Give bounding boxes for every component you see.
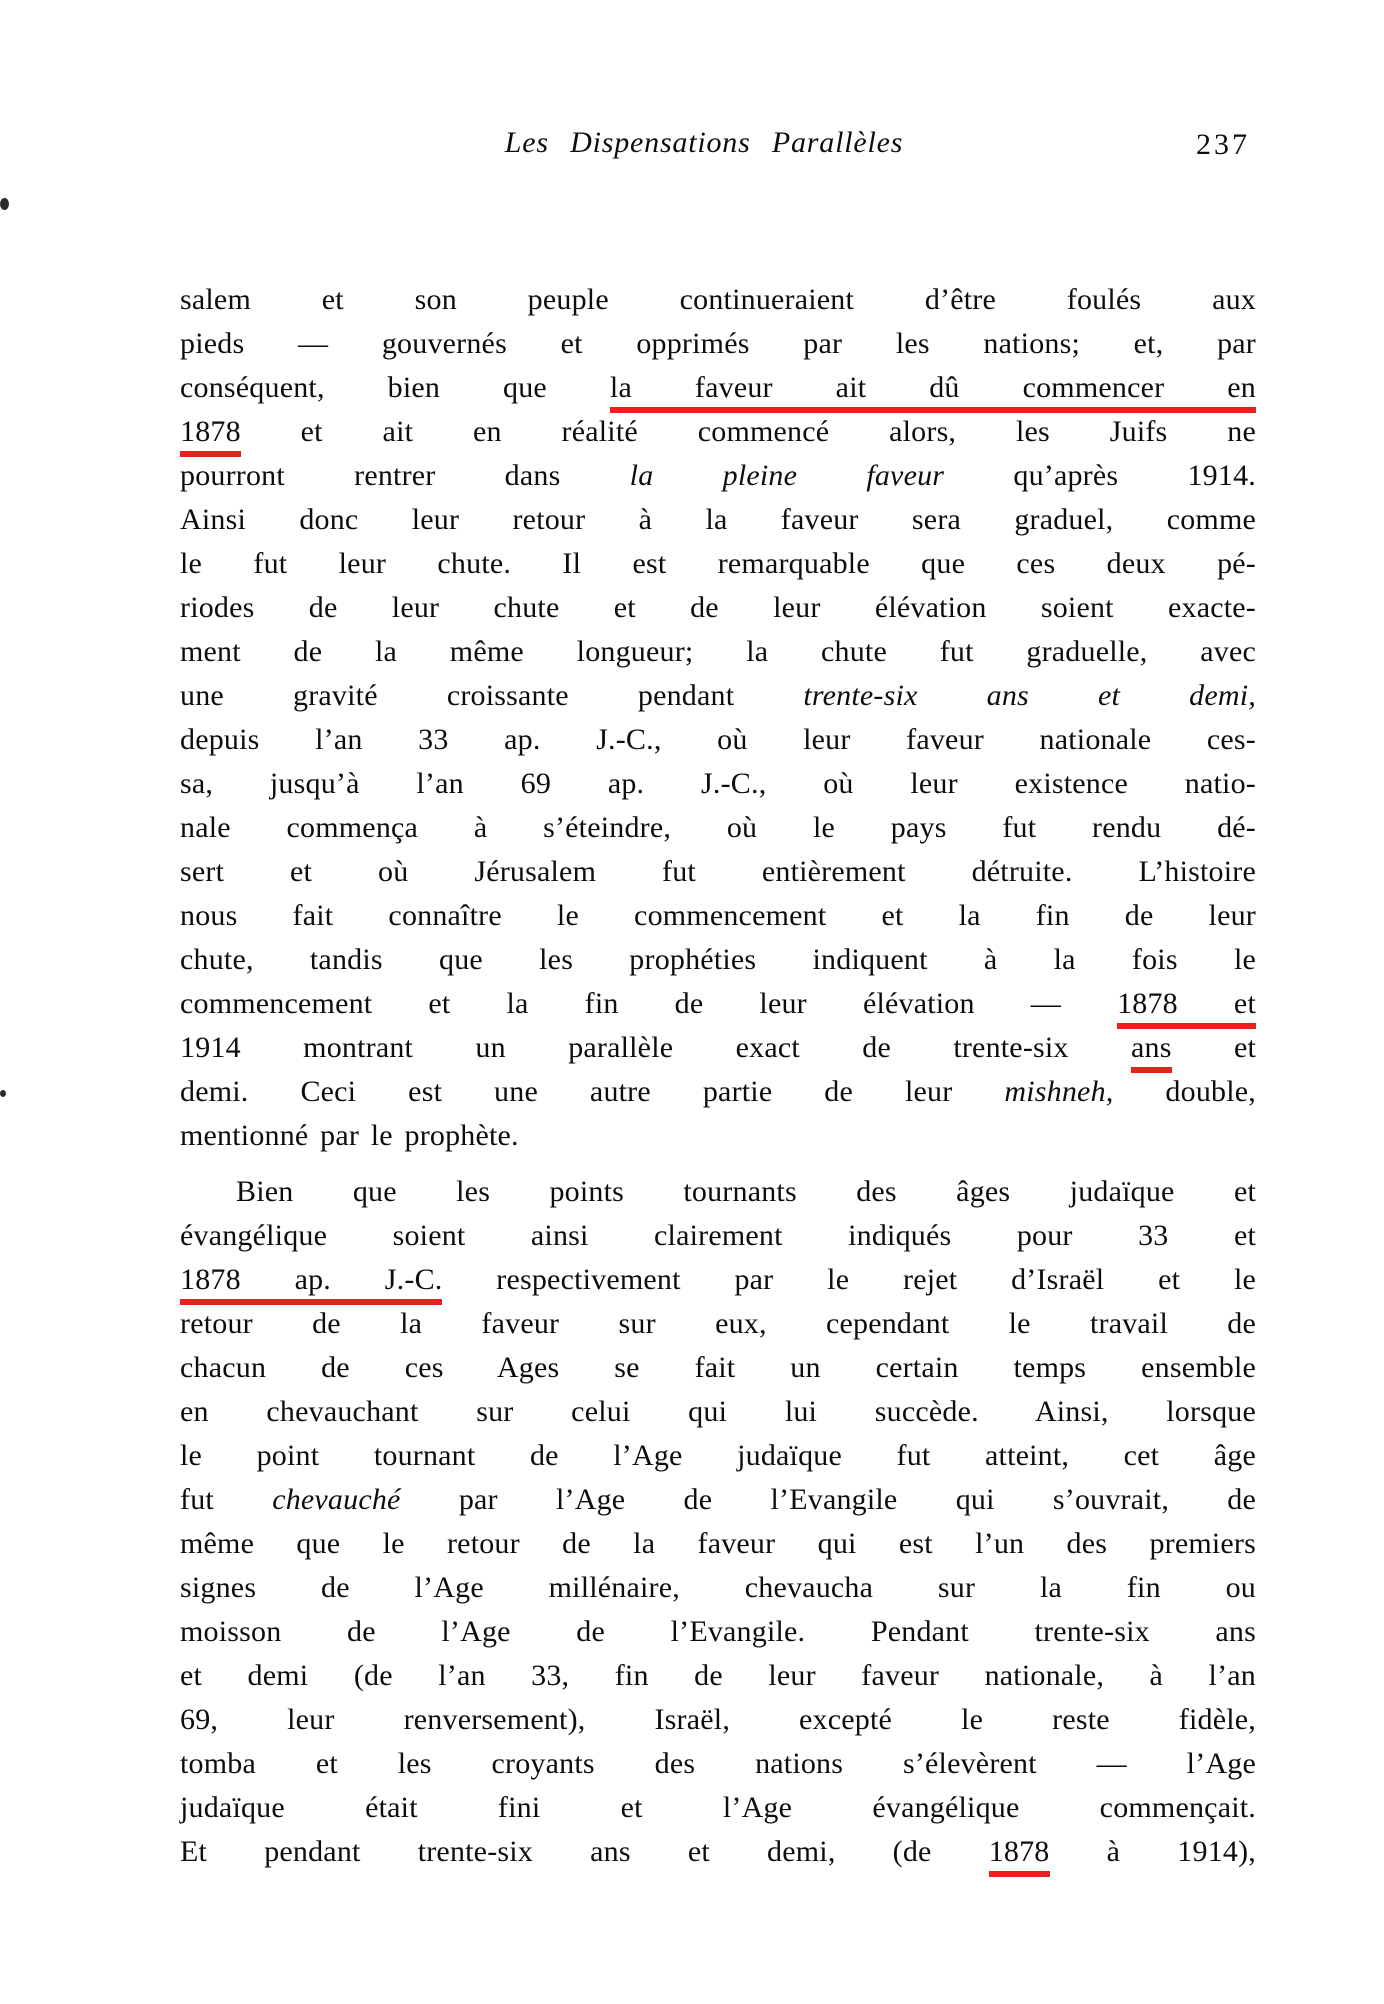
text-line (180, 1654, 1256, 1698)
text-segment: 1914 montrant un parallèle exact de trente-six (180, 1031, 1131, 1064)
text-line (180, 1214, 1256, 1258)
text-segment: à 1914), (1049, 1835, 1256, 1868)
text-segment: chacun de ces Ages se fait un certain temps ensemble (180, 1351, 1256, 1384)
scan-speck (0, 198, 9, 210)
text-segment: riodes de leur chute et de leur élévation soient exacte- (180, 591, 1256, 624)
text-line (180, 1698, 1256, 1742)
text-line (180, 1070, 1256, 1114)
text-segment: salem et son peuple continueraient d’être foulés aux (180, 283, 1256, 316)
text-line (180, 894, 1256, 938)
text-segment: et ait en réalité commencé alors, les Juifs ne (240, 415, 1256, 448)
text-segment: demi. Ceci est une autre partie de leur (180, 1075, 1005, 1108)
text-segment: même que le retour de la faveur qui est l’un des premiers (180, 1527, 1256, 1560)
text-segment: le point tournant de l’Age judaïque fut atteint, cet âge (180, 1439, 1256, 1472)
text-segment: sa, jusqu’à l’an 69 ap. J.-C., où leur existence natio- (180, 767, 1256, 800)
text-line (180, 1830, 1256, 1874)
text-segment: évangélique soient ainsi clairement indiqués pour 33 et (180, 1219, 1256, 1252)
text-segment: nale commença à s’éteindre, où le pays fut rendu dé- (180, 811, 1256, 844)
text-line (180, 1434, 1256, 1478)
text-line (180, 806, 1256, 850)
text-segment: Ainsi donc leur retour à la faveur sera graduel, comme (180, 503, 1256, 536)
text-segment: pieds — gouvernés et opprimés par les nations; et, par (180, 327, 1256, 360)
italic-text: la pleine faveur (629, 459, 945, 492)
text-line (180, 1742, 1256, 1786)
text-line (180, 850, 1256, 894)
text-line (180, 322, 1256, 366)
text-line (180, 410, 1256, 454)
text-segment: ment de la même longueur; la chute fut graduelle, avec (180, 635, 1256, 668)
page-header (180, 126, 1256, 172)
text-segment: chute, tandis que les prophéties indiquent à la fois le (180, 943, 1256, 976)
text-line (180, 1478, 1256, 1522)
text-segment: le fut leur chute. Il est remarquable que ces deux pé- (180, 547, 1256, 580)
text-segment: moisson de l’Age de l’Evangile. Pendant trente-six ans (180, 1615, 1256, 1648)
text-line (180, 498, 1256, 542)
text-line (180, 1346, 1256, 1390)
text-line (180, 938, 1256, 982)
text-segment: en chevauchant sur celui qui lui succède. Ainsi, lorsque (180, 1395, 1256, 1428)
red-underline-annotation: 1878 et (1117, 987, 1256, 1029)
text-segment: conséquent, bien que (180, 371, 610, 404)
text-line (180, 1258, 1256, 1302)
text-line (180, 982, 1256, 1026)
text-line (180, 1026, 1256, 1070)
text-segment: Et pendant trente-six ans et demi, (de (180, 1835, 989, 1868)
text-segment: respectivement par le rejet d’Israël et le (442, 1263, 1256, 1296)
italic-text: mishneh, (1004, 1075, 1114, 1108)
text-line (180, 1786, 1256, 1830)
red-underline-annotation: la faveur ait dû commencer en (610, 371, 1256, 413)
running-title: Les Dispensations Parallèles (504, 126, 904, 159)
text-segment: double, (1113, 1075, 1256, 1108)
text-segment: Bien que les points tournants des âges judaïque et (236, 1175, 1256, 1208)
italic-text: chevauché (272, 1483, 401, 1516)
text-line (180, 762, 1256, 806)
text-line (180, 674, 1256, 718)
text-segment: et demi (de l’an 33, fin de leur faveur nationale, à l’an (180, 1659, 1256, 1692)
italic-text: trente-six ans et demi, (803, 679, 1256, 712)
text-segment: judaïque était fini et l’Age évangélique commençait. (180, 1791, 1256, 1824)
text-line (180, 1610, 1256, 1654)
text-segment: tomba et les croyants des nations s’élevèrent — l’Age (180, 1747, 1256, 1780)
red-underline-annotation: 1878 (180, 415, 241, 457)
text-line (180, 1390, 1256, 1434)
text-line (180, 542, 1256, 586)
text-line (180, 1566, 1256, 1610)
text-segment: 69, leur renversement), Israël, excepté le reste fidèle, (180, 1703, 1256, 1736)
text-line (180, 586, 1256, 630)
red-underline-annotation: 1878 ap. J.-C. (180, 1263, 442, 1305)
text-segment: retour de la faveur sur eux, cependant le travail de (180, 1307, 1256, 1340)
text-line (180, 630, 1256, 674)
scan-speck (0, 1090, 6, 1097)
text-line (180, 366, 1256, 410)
text-line (180, 454, 1256, 498)
text-line (180, 1114, 1256, 1158)
text-segment: fut (180, 1483, 273, 1516)
text-segment: par l’Age de l’Evangile qui s’ouvrait, de (400, 1483, 1256, 1516)
paragraph (180, 278, 1256, 1158)
text-segment: mentionné par le prophète. (180, 1119, 519, 1152)
body-text (180, 278, 1256, 1874)
text-segment: nous fait connaître le commencement et la fin de leur (180, 899, 1256, 932)
text-segment: pourront rentrer dans (180, 459, 630, 492)
text-line (180, 1302, 1256, 1346)
text-line (180, 1170, 1256, 1214)
text-segment: signes de l’Age millénaire, chevaucha sur la fin ou (180, 1571, 1256, 1604)
red-underline-annotation: 1878 (989, 1835, 1050, 1877)
text-segment: et (1171, 1031, 1256, 1064)
text-line (180, 718, 1256, 762)
text-segment: sert et où Jérusalem fut entièrement détruite. L’histoire (180, 855, 1256, 888)
text-segment: une gravité croissante pendant (180, 679, 804, 712)
text-line (180, 278, 1256, 322)
page-number: 237 (1196, 128, 1250, 161)
text-segment: qu’après 1914. (944, 459, 1256, 492)
paragraph (180, 1170, 1256, 1874)
text-segment: commencement et la fin de leur élévation — (180, 987, 1118, 1020)
text-segment: depuis l’an 33 ap. J.-C., où leur faveur nationale ces- (180, 723, 1256, 756)
text-line (180, 1522, 1256, 1566)
red-underline-annotation: ans (1131, 1031, 1172, 1073)
